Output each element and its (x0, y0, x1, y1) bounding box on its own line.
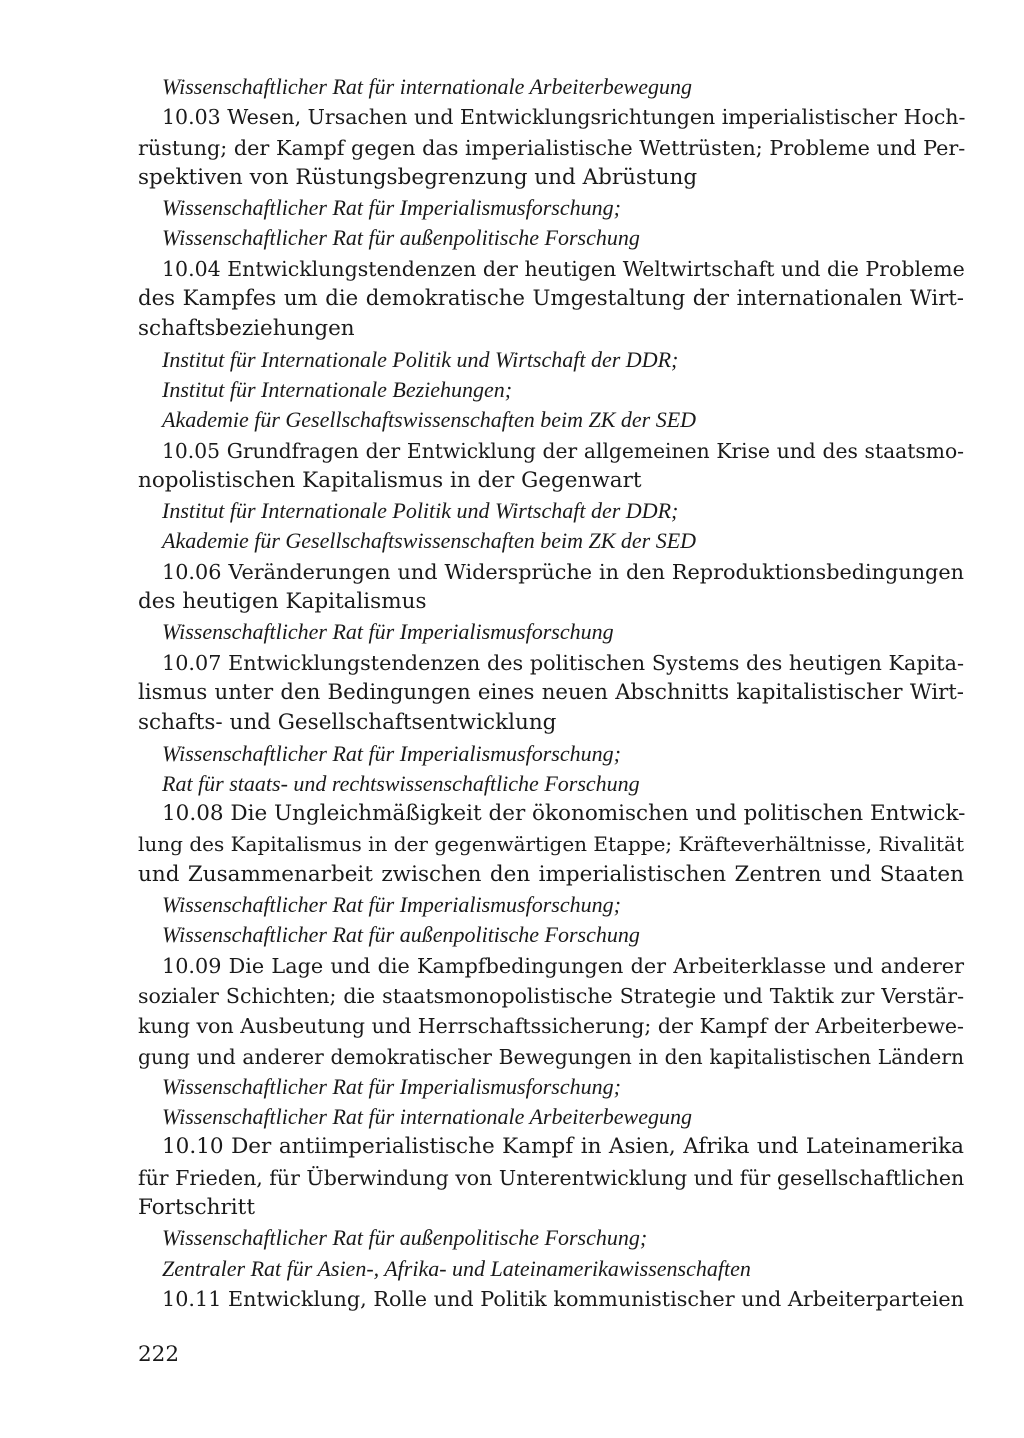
text-line: rüstung; der Kampf gegen das imperialistische Wettrüsten; Probleme und Per- (138, 135, 966, 160)
institution-line: Wissenschaftlicher Rat für internationale Arbeiterbewegung (162, 1104, 692, 1130)
institution-line: Wissenschaftlicher Rat für Imperialismusforschung; (162, 740, 621, 766)
text-line: lismus unter den Bedingungen eines neuen Abschnitts kapitalistischer Wirt- (138, 679, 964, 705)
text-line: 10.06 Veränderungen und Widersprüche in den Reproduktionsbedingungen (162, 559, 964, 584)
text-line: 10.10 Der antiimperialistische Kampf in Asien, Afrika und Lateinamerika (162, 1134, 964, 1160)
text-line: nopolistischen Kapitalismus in der Gegenwart (138, 467, 642, 493)
institution-line: Wissenschaftlicher Rat für internationale Arbeiterbewegung (162, 74, 692, 99)
text-line: gung und anderer demokratischer Bewegungen in den kapitalistischen Ländern (138, 1044, 964, 1069)
text-line: sozialer Schichten; die staatsmonopolistische Strategie und Taktik zur Verstär- (138, 983, 964, 1008)
institution-line: Wissenschaftlicher Rat für Imperialismusforschung (162, 619, 614, 645)
institution-line: Zentraler Rat für Asien-, Afrika- und Lateinamerikawissenschaften (162, 1255, 751, 1281)
text-line: 10.03 Wesen, Ursachen und Entwicklungsrichtungen imperialistischer Hoch- (162, 105, 966, 130)
text-line: kung von Ausbeutung und Herrschaftssicherung; der Kampf der Arbeiterbewe- (138, 1014, 964, 1039)
text-line: spektiven von Rüstungsbegrenzung und Abrüstung (138, 164, 698, 190)
institution-line: Wissenschaftlicher Rat für außenpolitische Forschung; (162, 1225, 648, 1251)
institution-line: Wissenschaftlicher Rat für außenpolitische Forschung (162, 225, 640, 251)
text-line: des Kampfes um die demokratische Umgestaltung der internationalen Wirt- (138, 286, 964, 312)
institution-line: Wissenschaftlicher Rat für Imperialismusforschung; (162, 892, 621, 918)
text-line: schaftsbeziehungen (138, 316, 355, 342)
text-line: 10.09 Die Lage und die Kampfbedingungen der Arbeiterklasse und anderer (162, 953, 964, 978)
text-line: für Frieden, für Überwindung von Unterentwicklung und für gesellschaftlichen (138, 1165, 965, 1190)
institution-line: Institut für Internationale Beziehungen; (162, 376, 513, 402)
institution-line: Wissenschaftlicher Rat für Imperialismusforschung; (162, 195, 621, 221)
institution-line: Institut für Internationale Politik und Wirtschaft der DDR; (162, 346, 679, 372)
text-line: 10.05 Grundfragen der Entwicklung der allgemeinen Krise und des staatsmo- (162, 438, 964, 463)
institution-line: Rat für staats- und rechtswissenschaftliche Forschung (162, 770, 640, 796)
text-line: und Zusammenarbeit zwischen den imperialistischen Zentren und Staaten (138, 861, 964, 887)
institution-line: Wissenschaftlicher Rat für Imperialismusforschung; (162, 1073, 621, 1099)
text-line: schafts- und Gesellschaftsentwicklung (138, 710, 557, 736)
text-line: 10.11 Entwicklung, Rolle und Politik kommunistischer und Arbeiterparteien (162, 1286, 964, 1311)
text-line: 10.08 Die Ungleichmäßigkeit der ökonomischen und politischen Entwick- (162, 801, 966, 827)
text-line: des heutigen Kapitalismus (138, 589, 427, 615)
institution-line: Institut für Internationale Politik und Wirtschaft der DDR; (162, 498, 679, 524)
text-line: Fortschritt (138, 1194, 255, 1220)
text-line: 10.07 Entwicklungstendenzen des politischen Systems des heutigen Kapita- (162, 650, 964, 675)
page-body (138, 72, 964, 1314)
text-line: 10.04 Entwicklungstendenzen der heutigen Weltwirtschaft und die Probleme (162, 256, 965, 281)
institution-line: Wissenschaftlicher Rat für außenpolitische Forschung (162, 922, 640, 948)
text-line: lung des Kapitalismus in der gegenwärtigen Etappe; Kräfteverhältnisse, Rivalität (138, 832, 964, 857)
institution-line: Akademie für Gesellschaftswissenschaften beim ZK der SED (162, 528, 697, 554)
page-number: 222 (138, 1342, 180, 1367)
institution-line: Akademie für Gesellschaftswissenschaften beim ZK der SED (162, 407, 697, 433)
